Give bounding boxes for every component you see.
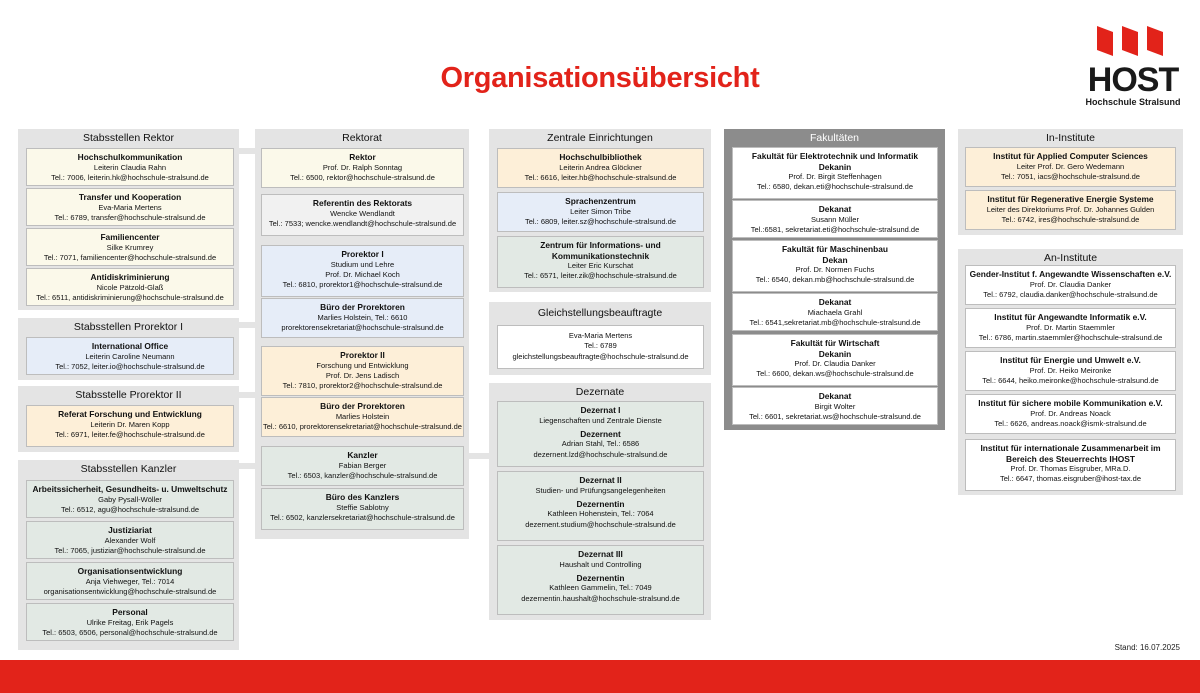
box-name: Prorektor II [340, 350, 385, 360]
panel-title: Stabsstellen Prorektor I [73, 321, 184, 333]
box-line: Prof. Dr. Martin Staemmler [1026, 322, 1115, 332]
box-name: Fakultät für Wirtschaft [790, 338, 880, 348]
box-contact: Tel.: 7065, justiziar@hochschule-stralsund.de [54, 545, 206, 555]
box-role: Dezernentin [576, 572, 625, 583]
panel-stabsstelle-prorektor-2 [18, 386, 239, 452]
logo-wings-icon [1083, 20, 1183, 62]
page-title: Organisationsübersicht [440, 62, 760, 94]
panel-dezernate [489, 383, 711, 620]
box-contact: Tel.:6581, sekretariat.eti@hochschule-stralsund.de [750, 224, 920, 234]
box-name: Justiziariat [108, 525, 152, 535]
box-name: Dezernat II [579, 475, 622, 485]
box-line: Birgit Wolter [814, 401, 856, 411]
box-contact: gleichstellungsbeauftragte@hochschule-stralsund.de [512, 351, 689, 361]
box-fakultaet-mb [732, 240, 938, 292]
panel-in-institute [958, 129, 1183, 235]
box-gender-institut [965, 265, 1176, 305]
box-line: Prof. Dr. Claudia Danker [794, 359, 876, 369]
box-institut-energie [965, 351, 1176, 391]
box-ihost [965, 439, 1176, 491]
box-international-office [26, 337, 234, 375]
box-name: Institut für internationale Zusammenarbeit im [980, 443, 1161, 453]
box-name: Transfer und Kooperation [78, 192, 182, 202]
box-rektor [261, 148, 464, 188]
box-name: Referat Forschung und Entwicklung [58, 409, 202, 419]
box-line: Kathleen Hohenstein, Tel.: 7064 [547, 509, 654, 519]
box-contact: Tel.: 7006, leiterin.hk@hochschule-stralsund.de [51, 172, 209, 182]
box-name: Fakultät für Elektrotechnik und Informatik [751, 151, 919, 161]
box-name: Fakultät für Maschinenbau [781, 244, 889, 254]
box-contact: Tel.: 7052, leiter.io@hochschule-stralsund.de [55, 361, 205, 371]
box-role: Dekanin [818, 348, 852, 359]
connector-pr2 [239, 392, 255, 398]
host-logo [1083, 20, 1183, 110]
box-name: International Office [91, 341, 169, 351]
box-contact: Tel.: 6792, claudia.danker@hochschule-stralsund.de [983, 289, 1158, 299]
panel-title: Zentrale Einrichtungen [547, 132, 653, 144]
box-buero-kanzler [261, 488, 464, 530]
box-contact: Tel.: 7533; wencke.wendlandt@hochschule-stralsund.de [268, 218, 457, 228]
box-line: Prof. Dr. Michael Koch [325, 269, 400, 279]
box-line: Susann Müller [811, 214, 859, 224]
panel-zentrale-einrichtungen [489, 129, 711, 292]
box-contact: prorektorensekretariat@hochschule-stralsund.de [281, 322, 444, 332]
box-contact: Tel.: 6511, antidiskriminierung@hochschule-stralsund.de [36, 292, 224, 302]
box-name: Antidiskriminierung [90, 272, 170, 282]
box-line: Fabian Berger [338, 460, 387, 470]
box-contact: organisationsentwicklung@hochschule-stralsund.de [43, 586, 217, 596]
box-contact: dezernent.lzd@hochschule-stralsund.de [533, 449, 668, 459]
box-name: Kommunikationstechnik [551, 250, 650, 261]
box-role: Dekanin [818, 161, 852, 172]
box-line: Prof. Dr. Jens Ladisch [325, 370, 400, 380]
box-line: Marlies Holstein, Tel.: 6610 [317, 312, 408, 322]
box-fakultaet-ws [732, 334, 938, 386]
box-line: Prof. Dr. Birgit Steffenhagen [788, 172, 882, 182]
box-line: Prof. Dr. Thomas Eisgruber, MRa.D. [1010, 464, 1131, 474]
panel-title: Stabsstellen Kanzler [80, 463, 177, 475]
panel-title: Gleichstellungsbeauftragte [537, 307, 663, 319]
logo-subtitle: Hochschule Stralsund [1085, 97, 1181, 107]
box-dezernat-2 [497, 471, 704, 541]
panel-gleichstellung [489, 302, 711, 375]
box-contact: Tel.: 6571, leiter.zik@hochschule-stralsund.de [524, 271, 677, 281]
box-line: Marlies Holstein [335, 411, 390, 421]
box-zik [497, 236, 704, 288]
box-name: Sprachenzentrum [565, 196, 636, 206]
box-contact: Tel.: 7071, familiencenter@hochschule-stralsund.de [43, 252, 217, 262]
box-institut-kommunikation [965, 394, 1176, 434]
box-contact: Tel.: 6809, leiter.sz@hochschule-stralsund.de [524, 216, 677, 226]
panel-stabsstellen-rektor [18, 129, 239, 310]
box-name: Büro der Prorektoren [320, 401, 405, 411]
box-fakultaet-eti [732, 147, 938, 199]
box-line: Prof. Dr. Normen Fuchs [795, 265, 875, 275]
box-contact: Tel.: 6600, dekan.ws@hochschule-stralsund.de [756, 369, 914, 379]
connector-kanzler [239, 463, 255, 469]
box-personal [26, 603, 234, 641]
box-gleichstellungsbeauftragte [497, 325, 704, 369]
box-line: Haushalt und Controlling [559, 559, 642, 569]
box-line: Prof. Dr. Andreas Noack [1030, 408, 1111, 418]
box-role: Dezernent [580, 428, 621, 439]
connector-pr1 [239, 322, 255, 328]
panel-rektorat [255, 129, 469, 539]
box-name: Institut für Applied Computer Sciences [993, 151, 1148, 161]
box-line: Miachaela Grahl [807, 307, 863, 317]
box-line: Leiter Prof. Dr. Gero Wedemann [1016, 161, 1125, 171]
box-prorektor-1 [261, 245, 464, 297]
panel-title: Stabsstelle Prorektor II [75, 389, 182, 401]
box-contact: Tel.: 6500, rektor@hochschule-stralsund.de [290, 172, 435, 182]
box-organisationsentwicklung [26, 562, 234, 600]
box-line: Eva-Maria Mertens [568, 331, 633, 340]
box-iacs [965, 147, 1176, 187]
box-line: Nicole Pätzold-Glaß [96, 282, 164, 292]
box-line: Forschung und Entwicklung [316, 360, 409, 370]
box-line: Wencke Wendlandt [330, 208, 395, 218]
box-contact: dezernentin.haushalt@hochschule-stralsund.de [521, 593, 680, 603]
box-contact: Tel.: 6810, prorektor1@hochschule-stralsund.de [282, 280, 443, 290]
box-contact: Tel.: 6971, leiter.fe@hochschule-stralsund.de [55, 429, 205, 439]
panel-title: An-Institute [1043, 252, 1098, 264]
box-line: Anja Viehweger, Tel.: 7014 [85, 576, 175, 586]
box-line: Silke Krumrey [106, 242, 154, 252]
box-contact: Tel.: 6580, dekan.eti@hochschule-stralsund.de [756, 182, 914, 192]
box-referat-forschung [26, 405, 234, 447]
box-contact: Tel.: 6786, martin.staemmler@hochschule-stralsund.de [978, 332, 1163, 342]
box-name: Bereich des Steuerrechts IHOST [1006, 453, 1135, 464]
stand-date: Stand: 16.07.2025 [1114, 643, 1180, 652]
box-contact: Tel.: 6503, kanzler@hochschule-stralsund.de [287, 470, 438, 480]
panel-title: In-Institute [1045, 132, 1096, 144]
box-contact: Tel.: 6503, 6506, personal@hochschule-stralsund.de [42, 627, 218, 637]
box-contact: Tel.: 6540, dekan.mb@hochschule-stralsund.de [755, 275, 915, 285]
box-contact: Tel.: 7810, prorektor2@hochschule-stralsund.de [282, 381, 443, 391]
box-dekanat-mb [732, 293, 938, 331]
box-line: Leiterin Andrea Glöckner [559, 162, 642, 172]
box-sprachenzentrum [497, 192, 704, 232]
box-contact: Tel.: 6610, prorektorensekretariat@hochschule-stralsund.de [263, 421, 462, 431]
box-antidiskriminierung [26, 268, 234, 306]
box-name: Institut für Energie und Umwelt e.V. [1000, 355, 1141, 365]
box-line: Leiter des Direktoriums Prof. Dr. Johannes Gulden [986, 204, 1155, 214]
box-name: Dekanat [818, 391, 852, 401]
box-name: Prorektor I [341, 249, 384, 259]
box-name: Büro des Kanzlers [325, 492, 400, 502]
box-contact: Tel.: 6512, agu@hochschule-stralsund.de [60, 504, 200, 514]
box-name: Kanzler [347, 450, 378, 460]
panel-title: Dezernate [575, 386, 625, 398]
box-contact: Tel.: 6789, transfer@hochschule-stralsund.de [54, 212, 206, 222]
box-name: Dekanat [818, 297, 852, 307]
panel-an-institute [958, 249, 1183, 495]
box-buero-prorektoren-2 [261, 397, 464, 437]
box-contact: dezernent.studium@hochschule-stralsund.de [525, 519, 676, 529]
box-name: Hochschulbibliothek [559, 152, 642, 162]
box-name: Familiencenter [100, 232, 160, 242]
box-line: Leiterin Claudia Rahn [93, 162, 167, 172]
box-contact: Tel.: 6626, andreas.noack@ismk-stralsund.de [994, 418, 1147, 428]
box-name: Referentin des Rektorats [312, 198, 413, 208]
box-name: Zentrum für Informations- und [540, 240, 661, 250]
box-line: Leiter Eric Kurschat [567, 261, 634, 271]
box-name: Rektor [349, 152, 376, 162]
box-prorektor-2 [261, 346, 464, 396]
box-line: Tel.: 6789 [584, 341, 617, 351]
box-name: Institut für Regenerative Energie Systeme [987, 194, 1154, 204]
panel-fakultaeten [724, 129, 945, 430]
box-line: Prof. Dr. Heiko Meironke [1029, 365, 1112, 375]
box-dezernat-1 [497, 401, 704, 467]
panel-title: Stabsstellen Rektor [82, 132, 175, 144]
box-line: Eva-Maria Mertens [98, 202, 162, 212]
box-contact: Tel.: 6647, thomas.eisgruber@ihost-tax.de [999, 474, 1142, 484]
box-name: Gender-Institut f. Angewandte Wissenschaften e.V. [969, 269, 1172, 279]
box-line: Leiterin Dr. Maren Kopp [90, 419, 170, 429]
box-hochschulbibliothek [497, 148, 704, 188]
box-institut-informatik [965, 308, 1176, 348]
box-name: Büro der Prorektoren [320, 302, 405, 312]
box-line: Leiter Simon Tribe [570, 206, 631, 216]
box-contact: Tel.: 6644, heiko.meironke@hochschule-stralsund.de [982, 375, 1159, 385]
box-contact: Tel.: 6616, leiter.hb@hochschule-stralsund.de [524, 172, 677, 182]
box-transfer [26, 188, 234, 226]
connector-dezernate [469, 453, 489, 459]
box-contact: Tel.: 6541,sekretariat.mb@hochschule-stralsund.de [749, 317, 921, 327]
panel-stabsstellen-prorektor-1 [18, 318, 239, 380]
box-line: Gaby Pysall-Wöller [98, 494, 162, 504]
box-name: Dezernat III [578, 549, 623, 559]
box-name: Personal [112, 607, 148, 617]
box-line: Studien- und Prüfungsangelegenheiten [535, 485, 666, 495]
box-name: Arbeitssicherheit, Gesundheits- u. Umweltschutz [32, 484, 228, 494]
box-hochschulkommunikation [26, 148, 234, 186]
box-name: Institut für Angewandte Informatik e.V. [994, 312, 1147, 322]
box-contact: Tel.: 7051, iacs@hochschule-stralsund.de [1001, 171, 1140, 181]
box-name: Dekanat [818, 204, 852, 214]
box-line: Liegenschaften und Zentrale Dienste [539, 415, 662, 425]
box-line: Prof. Dr. Ralph Sonntag [322, 162, 403, 172]
box-justiziariat [26, 521, 234, 559]
box-name: Organisationsentwicklung [77, 566, 183, 576]
box-arbeitssicherheit [26, 480, 234, 518]
footer-bar [0, 660, 1200, 693]
box-role: Dekan [822, 254, 848, 265]
box-name: Hochschulkommunikation [77, 152, 183, 162]
box-ires [965, 190, 1176, 230]
box-name: Dezernat I [580, 405, 621, 415]
box-referentin [261, 194, 464, 236]
panel-title: Rektorat [342, 132, 382, 144]
box-line: Steffie Sablotny [336, 502, 389, 512]
box-role: Dezernentin [576, 498, 625, 509]
box-dezernat-3 [497, 545, 704, 615]
box-contact: Tel.: 6601, sekretariat.ws@hochschule-stralsund.de [749, 411, 921, 421]
panel-title: Fakultäten [809, 132, 860, 144]
box-kanzler [261, 446, 464, 486]
connector-rektor [239, 148, 255, 154]
box-contact: Tel.: 6742, ires@hochschule-stralsund.de [1001, 214, 1140, 224]
box-line: Adrian Stahl, Tel.: 6586 [561, 439, 640, 449]
box-line: Ulrike Freitag, Erik Pagels [86, 617, 174, 627]
box-name: Institut für sichere mobile Kommunikation e.V. [978, 398, 1163, 408]
box-buero-prorektoren-1 [261, 298, 464, 338]
box-familiencenter [26, 228, 234, 266]
box-dekanat-ws [732, 387, 938, 425]
panel-stabsstellen-kanzler [18, 460, 239, 650]
box-line: Studium und Lehre [330, 259, 395, 269]
logo-wordmark: HOST [1087, 61, 1179, 99]
box-line: Alexander Wolf [104, 535, 156, 545]
box-contact: Tel.: 6502, kanzlersekretariat@hochschule-stralsund.de [270, 512, 455, 522]
box-dekanat-eti [732, 200, 938, 238]
box-line: Prof. Dr. Claudia Danker [1029, 279, 1112, 289]
box-line: Leiterin Caroline Neumann [85, 351, 175, 361]
box-line: Kathleen Gammelin, Tel.: 7049 [549, 583, 652, 593]
